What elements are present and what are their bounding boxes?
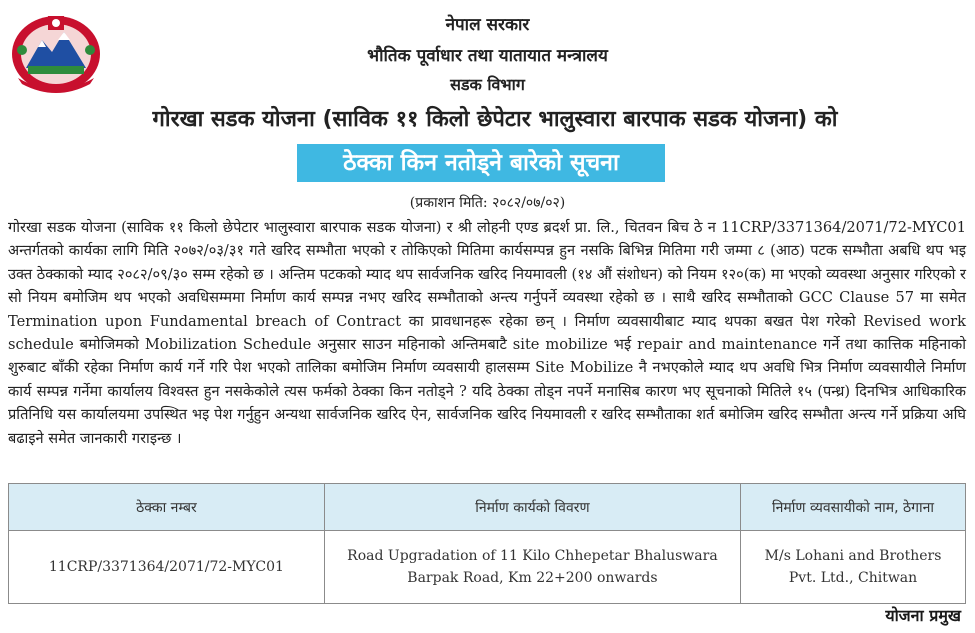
table-header-row [9,484,966,531]
department-name: सडक विभाग [450,75,525,94]
publication-date: (प्रकाशन मिति: २०८२/०७/०२) [409,195,566,211]
table-row [9,531,966,604]
work-description-cell: Road Upgradation of 11 Kilo Chhepetar Bhaluswara Barpak Road, Km 22+200 onwards [324,531,740,604]
column-header-contractor: निर्माण व्यवसायीको नाम, ठेगाना [741,484,966,531]
column-header-contract-number: ठेक्का नम्बर [9,484,325,531]
notice-body: गोरखा सडक योजना (साविक ११ किलो छेपेटार भालुस्वारा बारपाक सडक योजना) र श्री लोहनी एण्ड ब्रदर्श प्रा. लि., चितवन बिच ठे न 11CRP/3371364/2071/72-MYC01 अन्तर्गतको कार्यका लागि मिति २०७२/०३/३१ गते खरिद सम्भौता भएको र तोकिएको मितिमा कार्यसम्पन्न हुन नसकि बिभिन्न मितिमा गरी जम्मा ८ (आठ) पटक सम्भौता अबधि थप भइ उक्त ठेक्काको म्याद २०८२/०९/३० सम्म रहेको छ । अन्तिम पटकको म्याद थप सार्वजनिक खरिद नियमावली (१४ औं संशोधन) को नियम १२०(क) मा भएको व्यवस्था अनुसार गरिएको र सो नियम बमोजिम थप भएको अवधिसम्ममा निर्माण कार्य सम्पन्न नभए खरिद सम्भौताको अन्त्य गर्नुपर्ने व्यवस्था रहेको छ । साथै खरिद सम्भौताको GCC Clause 57 मा समेत Termination upon Fundamental breach of Contract का प्रावधानहरू रहेका छन् । निर्माण व्यवसायीबाट म्याद थपका बखत पेश गरेको Revised work schedule बमोजिमको Mobilization Schedule अनुसार साउन महिनाको अन्तिमबाटै site mobilize भई repair and maintenance गर्ने तथा कात्तिक महिनाको शुरुबाट बाँकी रहेका निर्माण कार्य गर्ने गरि पेश भएको तालिका बमोजिम निर्माण व्यवसायी हालसम्म Site Mobilize नै नभएकोले म्याद थप अवधि भित्र निर्माण व्यवसायीले निर्माण कार्य सम्पन्न गर्नेमा कार्यालय विश्वस्त हुन नसकेकोले त्यस फर्मको ठेक्का किन नतोड्ने ? यदि ठेक्का तोड्न नपर्ने मनासिब कारण भए सूचनाको मितिले १५ (पन्ध्र) दिनभित्र आधिकारिक प्रतिनिधि यस कार्यालयमा उपस्थित भइ पेश गर्नुहुन अन्यथा सार्वजनिक खरिद ऐन, सार्वजनिक खरिद नियमावली र खरिद सम्भौताका शर्त बमोजिम खरिद सम्भौता अन्त्य गर्ने प्रक्रिया अघि बढाइने समेत जानकारी गराइन्छ । [8,219,966,447]
government-name: नेपाल सरकार [445,15,530,35]
project-title: गोरखा सडक योजना (साविक ११ किलो छेपेटार भालुस्वारा बारपाक सडक योजना) को [152,107,838,132]
signoff: योजना प्रमुख [885,606,961,625]
contractor-cell: M/s Lohani and Brothers Pvt. Ltd., Chitwan [741,531,966,604]
ministry-name: भौतिक पूर्वाधार तथा यातायात मन्त्रालय [367,46,608,66]
notice-title: ठेक्का किन नतोड्ने बारेको सूचना [297,144,665,182]
column-header-work-description: निर्माण कार्यको विवरण [324,484,740,531]
contract-table [8,483,966,604]
contract-number-cell: 11CRP/3371364/2071/72-MYC01 [9,531,325,604]
